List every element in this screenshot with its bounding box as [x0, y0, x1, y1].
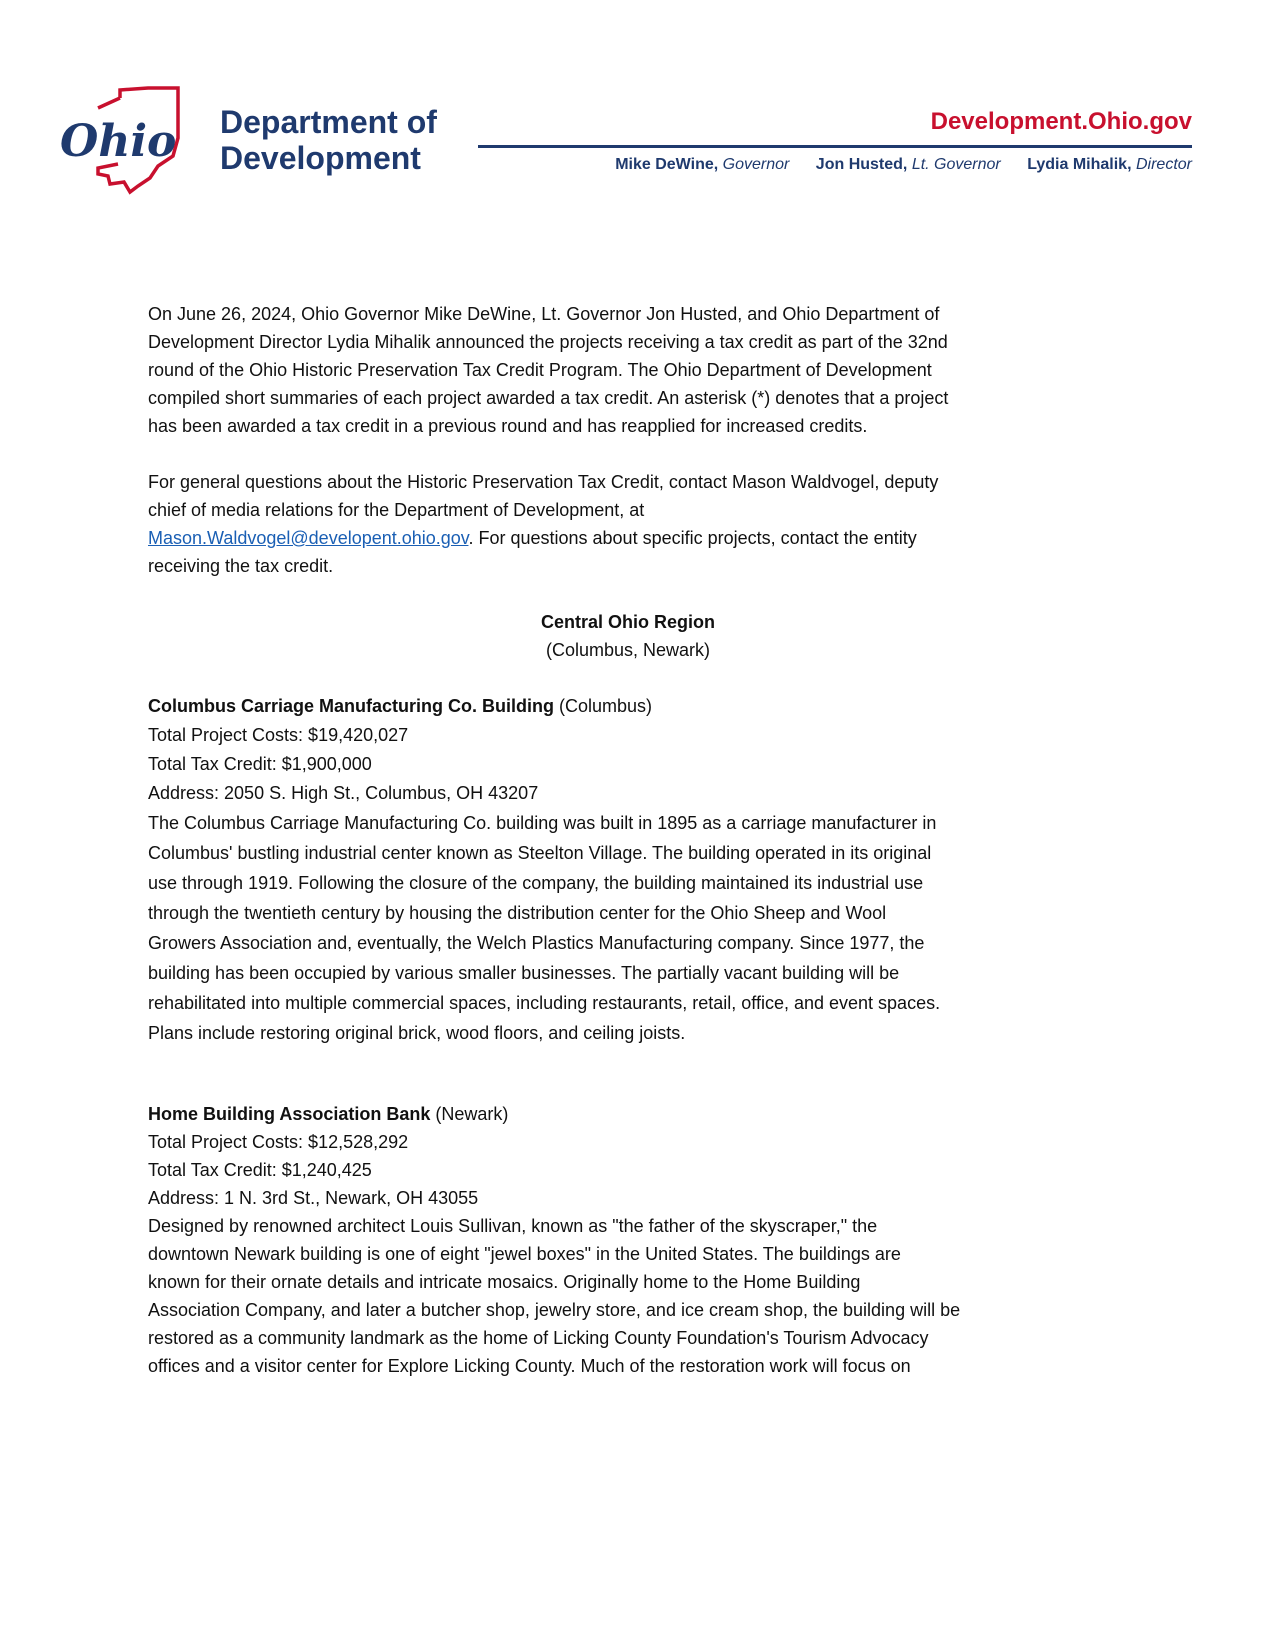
header-divider — [478, 145, 1192, 148]
dept-line-2: Development — [220, 140, 421, 176]
region-heading: Central Ohio Region (Columbus, Newark) — [540, 612, 715, 660]
email-link[interactable]: Mason.Waldvogel@developent.ohio.gov — [148, 528, 469, 548]
svg-text:Ohio: Ohio — [60, 116, 177, 167]
project-description: The Columbus Carriage Manufacturing Co. building was built in 1895 as a carriage manufacturer in Columbus' bustling industrial center known as Steelton Village. The building operated in its original use through 1919. Following the closure of the company, the building maintained its industrial use through the twentieth century by housing the distribution center for the Ohio Sheep and Wool Growers Association and, eventually, the Welch Plastics Manufacturing company. Since 1977, the building has been occupied by various smaller businesses. The partially vacant building will be rehabilitated into multiple commercial spaces, including restaurants, retail, office, and event spaces. Plans include restoring original brick, wood floors, and ceiling joists. — [148, 813, 941, 1043]
document-body — [148, 300, 1108, 1380]
official: Lydia Mihalik, Director — [1027, 156, 1192, 173]
ohio-logo — [58, 86, 198, 196]
department-name — [220, 104, 437, 176]
project-entry: Columbus Carriage Manufacturing Co. Building (Columbus) Total Project Costs: $19,420,027 Total Tax Credit: $1,900,000 Address: 2050 S. High St., Columbus, OH 43207 The Columbus Carriage Manufacturing Co. building was built in 1895 as a carriage manufacturer in Columbus' bustling industrial center known as Steelton Village. The building operated in its original use through 1919. Following the closure of the company, the building maintained its industrial use through the twentieth century by housing the distribution center for the Ohio Sheep and Wool Growers Association and, eventually, the Welch Plastics Manufacturing company. Since 1977, the building has been occupied by various smaller businesses. The partially vacant building will be rehabilitated into multiple commercial spaces, including restaurants, retail, office, and event spaces. Plans include restoring original brick, wood floors, and ceiling joists. — [148, 692, 1108, 1048]
contact-paragraph: For general questions about the Historic Preservation Tax Credit, contact Mason Waldvogel, deputy chief of media relations for the Department of Development, at Mason.Waldvogel@developent.ohio.gov. For questions about specific projects, contact the entity receiving the tax credit. — [148, 472, 939, 576]
project-description: Designed by renowned architect Louis Sullivan, known as "the father of the skyscraper," the downtown Newark building is one of eight "jewel boxes" in the United States. The buildings are known for their ornate details and intricate mosaics. Originally home to the Home Building Association Company, and later a butcher shop, jewelry store, and ice cream shop, the building will be restored as a community landmark as the home of Licking County Foundation's Tourism Advocacy offices and a visitor center for Explore Licking County. Much of the restoration work will focus on — [148, 1216, 961, 1376]
official: Mike DeWine, Governor — [615, 156, 790, 173]
officials-list — [615, 156, 1192, 174]
website-url: Development.Ohio.gov — [930, 108, 1192, 135]
official: Jon Husted, Lt. Governor — [815, 156, 1001, 173]
intro-paragraph: On June 26, 2024, Ohio Governor Mike DeWine, Lt. Governor Jon Husted, and Ohio Department of Development Director Lydia Mihalik announced the projects receiving a tax credit as part of the 32nd round of the Ohio Historic Preservation Tax Credit Program. The Ohio Department of Development compiled short summaries of each project awarded a tax credit. An asterisk (*) denotes that a project has been awarded a tax credit in a previous round and has reapplied for increased credits. — [148, 304, 949, 436]
dept-line-1: Department of — [220, 104, 437, 140]
project-entry: Home Building Association Bank (Newark) Total Project Costs: $12,528,292 Total Tax Credit: $1,240,425 Address: 1 N. 3rd St., Newark, OH 43055 Designed by renowned architect Louis Sullivan, known as "the father of the skyscraper," the downtown Newark building is one of eight "jewel boxes" in the United States. The buildings are known for their ornate details and intricate mosaics. Originally home to the Home Building Association Company, and later a butcher shop, jewelry store, and ice cream shop, the building will be restored as a community landmark as the home of Licking County Foundation's Tourism Advocacy offices and a visitor center for Explore Licking County. Much of the restoration work will focus on — [148, 1100, 1108, 1380]
